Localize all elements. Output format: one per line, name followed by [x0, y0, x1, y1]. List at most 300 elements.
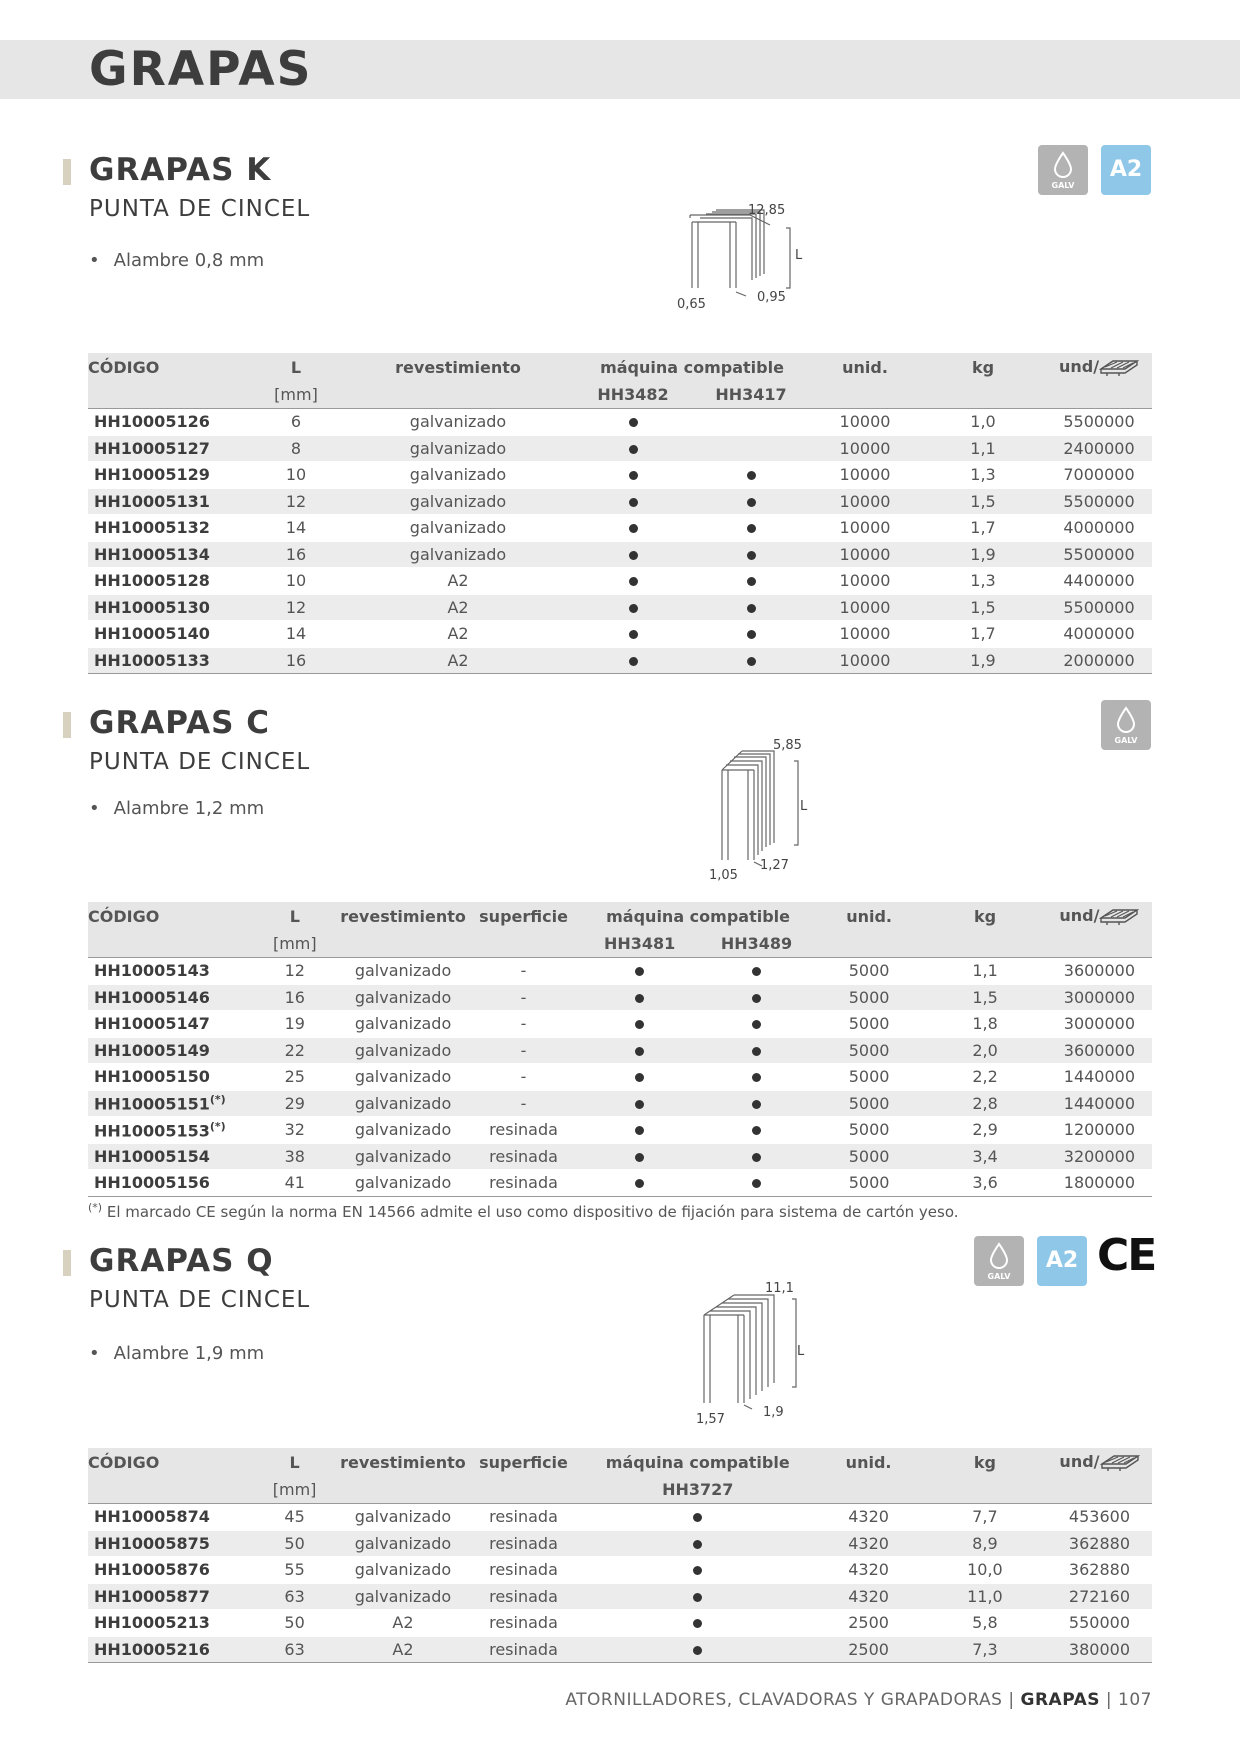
section-c-marker	[63, 712, 71, 738]
product-code-text: HH10005216	[94, 1639, 210, 1659]
table-row	[88, 958, 1152, 985]
col-unit: unid.	[815, 902, 923, 930]
compat-cell	[574, 541, 692, 568]
coating: galvanizado	[340, 1143, 466, 1170]
dim-wire: 1,05	[709, 868, 738, 883]
compatible-dot-icon	[635, 1100, 644, 1109]
dim-thickness: 0,95	[757, 290, 786, 305]
compat-cell	[581, 984, 698, 1011]
section-q-title: GRAPAS Q	[89, 1243, 274, 1279]
surface: resinada	[466, 1143, 581, 1170]
compatible-dot-icon	[693, 1646, 702, 1655]
coating: A2	[340, 1636, 466, 1663]
weight-kg: 11,0	[923, 1583, 1047, 1610]
unit-qty: 5000	[815, 1037, 923, 1064]
product-code-text: HH10005130	[94, 597, 210, 617]
table-row	[88, 1170, 1152, 1197]
col-l-unit: [mm]	[249, 930, 340, 958]
compat-cell	[698, 1090, 815, 1117]
table-row	[88, 1610, 1152, 1637]
product-code-text: HH10005146	[94, 987, 210, 1007]
table-row	[88, 488, 1152, 515]
section-q-marker	[63, 1250, 71, 1276]
coating: galvanizado	[340, 1170, 466, 1197]
galv-badge-icon	[1038, 145, 1088, 195]
compatible-dot-icon	[747, 471, 756, 480]
unit-qty: 4320	[814, 1557, 923, 1584]
table-row	[88, 647, 1152, 674]
page-number: 107	[1118, 1690, 1152, 1710]
unit-qty: 10000	[810, 515, 920, 542]
product-code-text: HH10005131	[94, 491, 210, 511]
compatible-dot-icon	[629, 551, 638, 560]
product-code-text: HH10005213	[94, 1613, 210, 1633]
compat-cell	[581, 1583, 814, 1610]
col-code: CÓDIGO	[88, 1448, 249, 1476]
pallet-qty: 4000000	[1046, 515, 1152, 542]
product-code	[88, 1090, 249, 1117]
length: 63	[249, 1636, 340, 1663]
footnote-mark: (*)	[88, 1201, 103, 1214]
pallet-icon	[1100, 1454, 1140, 1472]
compatible-dot-icon	[752, 967, 761, 976]
compatible-dot-icon	[693, 1540, 702, 1549]
product-code-text: HH10005156	[94, 1173, 210, 1193]
product-code	[88, 1583, 249, 1610]
section-c-bullet-text: Alambre 1,2 mm	[113, 798, 265, 819]
table-row	[88, 1011, 1152, 1038]
weight-kg: 1,5	[920, 488, 1046, 515]
surface: resinada	[466, 1170, 581, 1197]
pallet-qty: 272160	[1047, 1583, 1152, 1610]
page-title: GRAPAS	[89, 42, 313, 97]
compat-cell	[692, 647, 810, 674]
length: 32	[249, 1117, 340, 1144]
surface: resinada	[466, 1117, 581, 1144]
dim-height: L	[797, 1344, 805, 1359]
length: 16	[249, 984, 340, 1011]
compatible-dot-icon	[693, 1593, 702, 1602]
weight-kg: 1,9	[920, 647, 1046, 674]
table-row	[88, 1064, 1152, 1091]
compatible-dot-icon	[752, 994, 761, 1003]
product-code	[88, 647, 250, 674]
col-pallet: und/	[1047, 902, 1152, 930]
weight-kg: 7,7	[923, 1504, 1047, 1531]
section-c-title: GRAPAS C	[89, 705, 271, 741]
coating: A2	[342, 594, 574, 621]
unit-qty: 2500	[814, 1636, 923, 1663]
compatible-dot-icon	[693, 1566, 702, 1575]
product-code-text: HH10005875	[94, 1533, 210, 1553]
coating: A2	[342, 568, 574, 595]
weight-kg: 10,0	[923, 1557, 1047, 1584]
weight-kg: 1,0	[920, 409, 1046, 436]
weight-kg: 2,9	[923, 1117, 1047, 1144]
pallet-qty: 5500000	[1046, 594, 1152, 621]
table-row	[88, 1583, 1152, 1610]
compatible-dot-icon	[635, 1126, 644, 1135]
compat-cell	[698, 984, 815, 1011]
coating: galvanizado	[340, 1064, 466, 1091]
unit-qty: 10000	[810, 621, 920, 648]
col-kg: kg	[923, 902, 1047, 930]
compat-cell	[698, 1011, 815, 1038]
surface: resinada	[466, 1636, 581, 1663]
unit-qty: 5000	[815, 984, 923, 1011]
compatible-dot-icon	[747, 630, 756, 639]
compatible-dot-icon	[629, 604, 638, 613]
section-c-subtitle: PUNTA DE CINCEL	[89, 749, 311, 775]
compat-cell	[581, 958, 698, 985]
product-code	[88, 435, 250, 462]
weight-kg: 2,0	[923, 1037, 1047, 1064]
pallet-qty: 2400000	[1046, 435, 1152, 462]
length: 41	[249, 1170, 340, 1197]
compat-cell	[574, 647, 692, 674]
product-code-text: HH10005153	[94, 1120, 210, 1140]
col-surface: superficie	[466, 902, 581, 930]
product-code-text: HH10005133	[94, 650, 210, 670]
col-coating: revestimiento	[340, 902, 466, 930]
product-code-text: HH10005874	[94, 1507, 210, 1527]
unit-qty: 10000	[810, 435, 920, 462]
table-row	[88, 1037, 1152, 1064]
coating: galvanizado	[340, 1557, 466, 1584]
dim-width: 5,85	[773, 738, 802, 753]
surface: -	[466, 984, 581, 1011]
product-code-text: HH10005877	[94, 1586, 210, 1606]
pallet-qty: 453600	[1047, 1504, 1152, 1531]
col-machine-2: HH3489	[698, 930, 815, 958]
compat-cell	[581, 1170, 698, 1197]
compat-cell	[692, 462, 810, 489]
unit-qty: 10000	[810, 488, 920, 515]
galv-badge-icon	[1101, 700, 1151, 750]
product-code	[88, 621, 250, 648]
product-code	[88, 1064, 249, 1091]
coating: A2	[342, 621, 574, 648]
weight-kg: 8,9	[923, 1530, 1047, 1557]
table-row	[88, 1504, 1152, 1531]
compat-cell	[574, 435, 692, 462]
galv-badge-label: GALV	[1114, 736, 1138, 745]
col-coating: revestimiento	[340, 1448, 466, 1476]
col-unit: unid.	[814, 1448, 923, 1476]
compat-cell	[574, 409, 692, 436]
footer-category: ATORNILLADORES, CLAVADORAS Y GRAPADORAS	[565, 1690, 1003, 1710]
section-c-bullet: • Alambre 1,2 mm	[89, 798, 265, 819]
table-row	[88, 1090, 1152, 1117]
footer-section: GRAPAS	[1020, 1690, 1100, 1710]
pallet-qty: 4400000	[1046, 568, 1152, 595]
compatible-dot-icon	[635, 1179, 644, 1188]
length: 63	[249, 1583, 340, 1610]
table-row	[88, 1143, 1152, 1170]
compat-cell	[574, 568, 692, 595]
product-code-text: HH10005151	[94, 1094, 210, 1114]
compat-cell	[698, 1143, 815, 1170]
product-code-text: HH10005149	[94, 1040, 210, 1060]
compat-cell	[692, 515, 810, 542]
compat-cell	[698, 1037, 815, 1064]
pallet-qty: 1200000	[1047, 1117, 1152, 1144]
col-machine-1: HH3727	[581, 1476, 814, 1504]
product-code-text: HH10005134	[94, 544, 210, 564]
staple-k-diagram	[660, 200, 810, 310]
col-kg: kg	[920, 353, 1046, 381]
surface: resinada	[466, 1530, 581, 1557]
coating: galvanizado	[340, 1011, 466, 1038]
unit-qty: 4320	[814, 1530, 923, 1557]
product-code	[88, 409, 250, 436]
section-k-bullet-text: Alambre 0,8 mm	[113, 250, 265, 271]
compatible-dot-icon	[629, 630, 638, 639]
dim-width: 12,85	[748, 203, 786, 218]
compatible-dot-icon	[629, 418, 638, 427]
compatible-dot-icon	[635, 1047, 644, 1056]
col-l-unit: [mm]	[250, 381, 342, 409]
col-machine: máquina compatible	[574, 353, 810, 381]
weight-kg: 1,5	[923, 984, 1047, 1011]
compatible-dot-icon	[752, 1179, 761, 1188]
pallet-icon	[1099, 908, 1139, 926]
coating: galvanizado	[342, 488, 574, 515]
compatible-dot-icon	[635, 1073, 644, 1082]
pallet-qty: 1800000	[1047, 1170, 1152, 1197]
compatible-dot-icon	[629, 471, 638, 480]
section-k-bullet: • Alambre 0,8 mm	[89, 250, 265, 271]
col-unit: unid.	[810, 353, 920, 381]
compat-cell	[574, 462, 692, 489]
product-code	[88, 1557, 249, 1584]
grapas-q-table	[88, 1448, 1152, 1663]
weight-kg: 1,1	[920, 435, 1046, 462]
compatible-dot-icon	[752, 1126, 761, 1135]
col-code: CÓDIGO	[88, 902, 249, 930]
footnote-mark: (*)	[209, 1093, 226, 1107]
product-code	[88, 1037, 249, 1064]
product-code-text: HH10005132	[94, 518, 210, 538]
product-code	[88, 1011, 249, 1038]
length: 45	[249, 1504, 340, 1531]
product-code	[88, 1530, 249, 1557]
compatible-dot-icon	[752, 1073, 761, 1082]
product-code	[88, 1636, 249, 1663]
unit-qty: 10000	[810, 462, 920, 489]
length: 14	[250, 621, 342, 648]
table-row	[88, 621, 1152, 648]
compatible-dot-icon	[693, 1513, 702, 1522]
unit-qty: 5000	[815, 1011, 923, 1038]
col-machine: máquina compatible	[581, 1448, 814, 1476]
table-row	[88, 1557, 1152, 1584]
length: 16	[250, 541, 342, 568]
weight-kg: 1,3	[920, 568, 1046, 595]
pallet-qty: 362880	[1047, 1557, 1152, 1584]
weight-kg: 1,9	[920, 541, 1046, 568]
footer-separator: |	[1008, 1690, 1015, 1710]
grapas-k-table	[88, 353, 1152, 674]
col-l-unit: [mm]	[249, 1476, 340, 1504]
section-k-title: GRAPAS K	[89, 152, 272, 188]
unit-qty: 10000	[810, 568, 920, 595]
length: 12	[250, 488, 342, 515]
compat-cell	[581, 1064, 698, 1091]
unit-qty: 4320	[814, 1583, 923, 1610]
length: 10	[250, 462, 342, 489]
coating: galvanizado	[342, 515, 574, 542]
product-code-text: HH10005140	[94, 624, 210, 644]
pallet-qty: 550000	[1047, 1610, 1152, 1637]
compatible-dot-icon	[752, 1047, 761, 1056]
pallet-qty: 3200000	[1047, 1143, 1152, 1170]
pallet-qty: 4000000	[1046, 621, 1152, 648]
compat-cell	[692, 541, 810, 568]
coating: A2	[342, 647, 574, 674]
pallet-qty: 3000000	[1047, 984, 1152, 1011]
length: 12	[250, 594, 342, 621]
unit-qty: 4320	[814, 1504, 923, 1531]
coating: galvanizado	[340, 958, 466, 985]
length: 16	[250, 647, 342, 674]
coating: galvanizado	[340, 1090, 466, 1117]
section-k-subtitle: PUNTA DE CINCEL	[89, 196, 311, 222]
weight-kg: 2,2	[923, 1064, 1047, 1091]
product-code-text: HH10005876	[94, 1560, 210, 1580]
compat-cell	[581, 1011, 698, 1038]
product-code-text: HH10005127	[94, 438, 210, 458]
galv-badge-label: GALV	[1051, 181, 1075, 190]
product-code	[88, 594, 250, 621]
section-q-bullet: • Alambre 1,9 mm	[89, 1343, 265, 1364]
compatible-dot-icon	[635, 994, 644, 1003]
pallet-qty: 1440000	[1047, 1090, 1152, 1117]
coating: galvanizado	[340, 1117, 466, 1144]
pallet-qty: 3600000	[1047, 1037, 1152, 1064]
compatible-dot-icon	[693, 1619, 702, 1628]
pallet-qty: 2000000	[1046, 647, 1152, 674]
table-row	[88, 568, 1152, 595]
product-code	[88, 1504, 249, 1531]
ce-mark-icon: CE	[1097, 1230, 1156, 1281]
col-l: L	[249, 1448, 340, 1476]
col-kg: kg	[923, 1448, 1047, 1476]
product-code	[88, 958, 249, 985]
pallet-qty: 5500000	[1046, 409, 1152, 436]
product-code	[88, 984, 249, 1011]
product-code	[88, 1143, 249, 1170]
unit-qty: 10000	[810, 594, 920, 621]
col-machine-2: HH3417	[692, 381, 810, 409]
compatible-dot-icon	[747, 498, 756, 507]
coating: galvanizado	[340, 1530, 466, 1557]
dim-thickness: 1,27	[760, 858, 789, 873]
pallet-qty: 362880	[1047, 1530, 1152, 1557]
product-code	[88, 515, 250, 542]
weight-kg: 3,6	[923, 1170, 1047, 1197]
compatible-dot-icon	[629, 657, 638, 666]
compat-cell	[581, 1037, 698, 1064]
compat-cell	[692, 435, 810, 462]
surface: resinada	[466, 1557, 581, 1584]
galv-badge-icon	[974, 1236, 1024, 1286]
galv-badge-label: GALV	[987, 1272, 1011, 1281]
unit-qty: 5000	[815, 1090, 923, 1117]
weight-kg: 7,3	[923, 1636, 1047, 1663]
page-footer	[565, 1690, 1152, 1710]
compat-cell	[581, 1117, 698, 1144]
pallet-qty: 3600000	[1047, 958, 1152, 985]
table-row	[88, 1636, 1152, 1663]
surface: resinada	[466, 1504, 581, 1531]
weight-kg: 1,3	[920, 462, 1046, 489]
table-row	[88, 409, 1152, 436]
pallet-qty: 3000000	[1047, 1011, 1152, 1038]
compatible-dot-icon	[747, 657, 756, 666]
length: 10	[250, 568, 342, 595]
coating: A2	[340, 1610, 466, 1637]
surface: resinada	[466, 1610, 581, 1637]
a2-badge: A2	[1037, 1236, 1087, 1286]
compat-cell	[574, 488, 692, 515]
weight-kg: 1,8	[923, 1011, 1047, 1038]
surface: -	[466, 1064, 581, 1091]
compat-cell	[581, 1530, 814, 1557]
length: 8	[250, 435, 342, 462]
pallet-qty: 1440000	[1047, 1064, 1152, 1091]
coating: galvanizado	[342, 409, 574, 436]
compat-cell	[581, 1610, 814, 1637]
compat-cell	[581, 1557, 814, 1584]
product-code-text: HH10005126	[94, 412, 210, 432]
length: 14	[250, 515, 342, 542]
unit-qty: 10000	[810, 647, 920, 674]
col-surface: superficie	[466, 1448, 581, 1476]
compat-cell	[692, 594, 810, 621]
compat-cell	[581, 1143, 698, 1170]
length: 19	[249, 1011, 340, 1038]
weight-kg: 5,8	[923, 1610, 1047, 1637]
grapas-c-table	[88, 902, 1152, 1197]
section-k-marker	[63, 159, 71, 185]
pallet-icon	[1099, 359, 1139, 377]
product-code	[88, 1610, 249, 1637]
col-coating: revestimiento	[342, 353, 574, 381]
footer-separator: |	[1105, 1690, 1113, 1710]
compat-cell	[692, 409, 810, 436]
unit-qty: 2500	[814, 1610, 923, 1637]
compat-cell	[581, 1636, 814, 1663]
unit-qty: 5000	[815, 1064, 923, 1091]
length: 12	[249, 958, 340, 985]
product-code-text: HH10005143	[94, 961, 210, 981]
product-code	[88, 462, 250, 489]
dim-wire: 1,57	[696, 1412, 725, 1427]
section-q-bullet-text: Alambre 1,9 mm	[113, 1343, 265, 1364]
unit-qty: 5000	[815, 1170, 923, 1197]
coating: galvanizado	[340, 1504, 466, 1531]
product-code-text: HH10005150	[94, 1067, 210, 1087]
length: 55	[249, 1557, 340, 1584]
pallet-qty: 380000	[1047, 1636, 1152, 1663]
coating: galvanizado	[342, 541, 574, 568]
col-l: L	[249, 902, 340, 930]
weight-kg: 1,5	[920, 594, 1046, 621]
pallet-qty: 5500000	[1046, 488, 1152, 515]
compat-cell	[692, 568, 810, 595]
surface: -	[466, 1011, 581, 1038]
